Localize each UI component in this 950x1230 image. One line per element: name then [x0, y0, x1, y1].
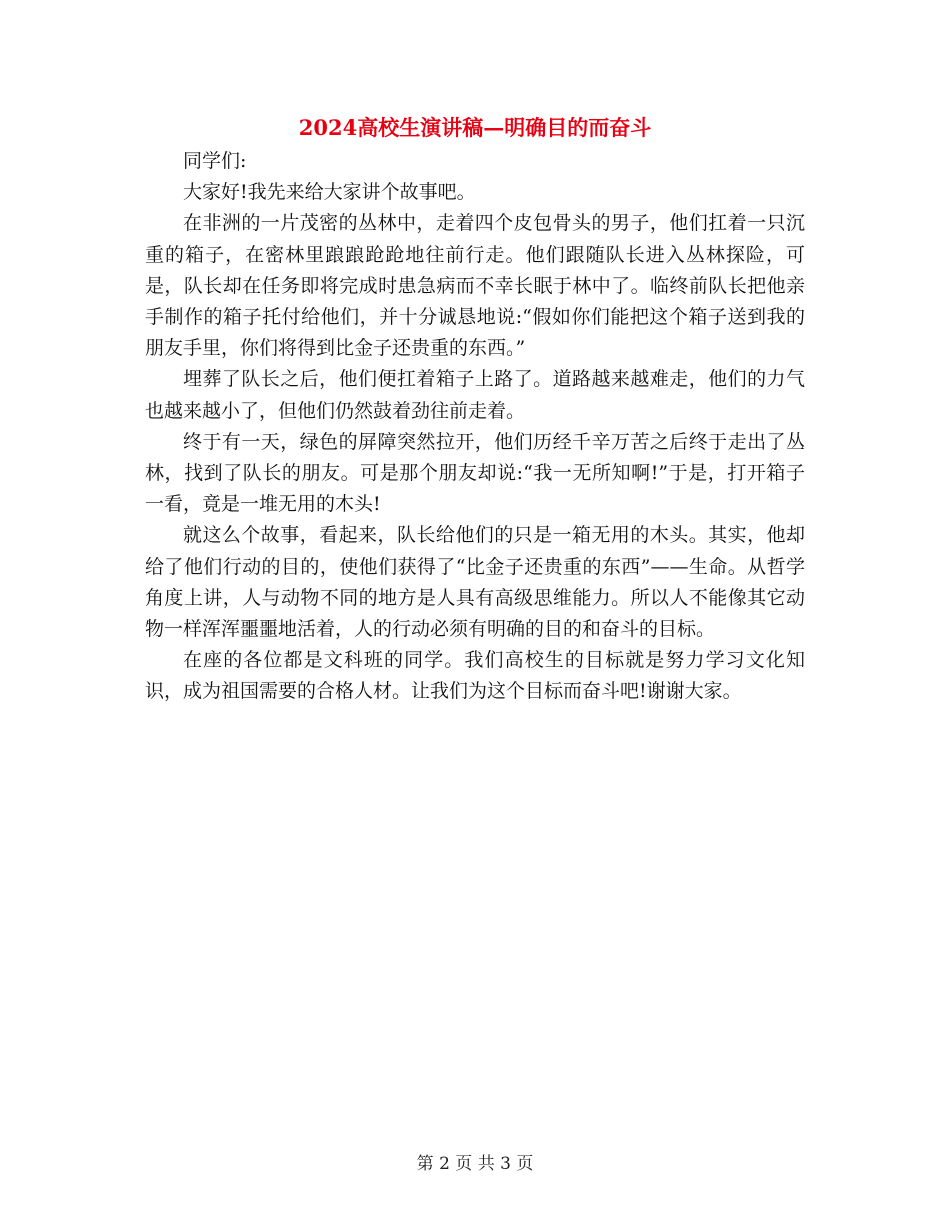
paragraph-greeting: 同学们:: [183, 150, 247, 172]
paragraph-discovery: 终于有一天，绿色的屏障突然拉开，他们历经千辛万苦之后终于走出了丛林，找到了队长的朋友。可是那个朋友却说:“我一无所知啊!”于是，打开箱子一看，竟是一堆无用的木头!: [145, 430, 805, 516]
paragraph-reflection: 就这么个故事，看起来，队长给他们的只是一箱无用的木头。其实，他却给了他们行动的目的，使他们获得了“比金子还贵重的东西”——生命。从哲学角度上讲，人与动物不同的地方是人具有高级思维能力。所以人不能像其它动物一样浑浑噩噩地活着，人的行动必须有明确的目的和奋斗的目标。: [145, 524, 805, 641]
paragraph-closing: 在座的各位都是文科班的同学。我们高校生的目标就是努力学习文化知识，成为祖国需要的合格人材。让我们为这个目标而奋斗吧!谢谢大家。: [145, 649, 805, 703]
paragraph-journey: 埋葬了队长之后，他们便扛着箱子上路了。道路越来越难走，他们的力气也越来越小了，但他们仍然鼓着劲往前走着。: [145, 368, 805, 422]
paragraph-opening: 大家好!我先来给大家讲个故事吧。: [183, 181, 476, 204]
paragraph-story-start: 在非洲的一片茂密的丛林中，走着四个皮包骨头的男子，他们扛着一只沉重的箱子，在密林里踉踉跄跄地往前行走。他们跟随队长进入丛林探险，可是，队长却在任务即将完成时患急病而不幸长眠于林中了。临终前队长把他亲手制作的箱子托付给他们，并十分诚恳地说:“假如你们能把这个箱子送到我的朋友手里，你们将得到比金子还贵重的东西。”: [145, 212, 805, 360]
page-number-footer: 第 2 页 共 3 页: [416, 1154, 534, 1174]
document-title: 2024高校生演讲稿—明确目的而奋斗: [298, 115, 652, 140]
document-body: [145, 146, 805, 708]
